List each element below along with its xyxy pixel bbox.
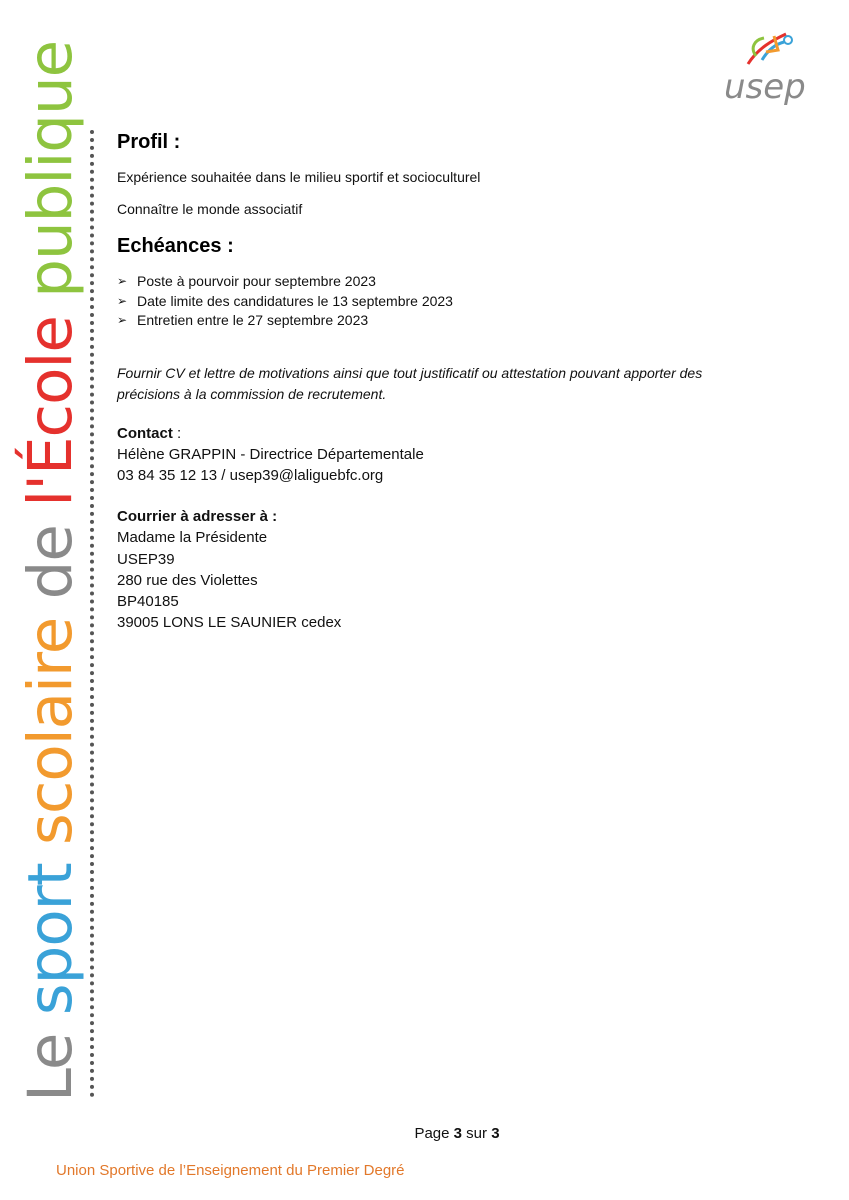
contact-details: 03 84 35 12 13 / usep39@laliguebfc.org [117, 466, 384, 484]
courrier-line: Madame la Présidente [117, 529, 268, 547]
arrow-bullet-icon: ➢ [117, 274, 128, 288]
usep-logo-text: usep [724, 67, 806, 107]
arrow-bullet-icon: ➢ [117, 313, 128, 327]
slogan-word-le: Le [15, 1033, 86, 1102]
usep-logo-graphic [718, 26, 818, 112]
courrier-block [117, 506, 797, 633]
note-line-2: précisions à la commission de recrutement. [117, 385, 387, 402]
courrier-line: BP40185 [117, 592, 179, 610]
profil-heading: Profil : [117, 131, 181, 153]
slogan-word-publique: publique [15, 40, 86, 298]
page-prefix: Page [414, 1125, 454, 1142]
echeance-text: Date limite des candidatures le 13 septembre 2023 [137, 292, 453, 309]
usep-logo [718, 26, 818, 112]
contact-label-line [117, 423, 797, 444]
vertical-slogan [15, 40, 86, 1102]
echeance-text: Entretien entre le 27 septembre 2023 [137, 312, 369, 328]
courrier-line: 39005 LONS LE SAUNIER cedex [117, 614, 342, 632]
courrier-line: USEP39 [117, 550, 175, 568]
list-item [117, 311, 797, 331]
echeances-list [117, 272, 797, 331]
main-content [117, 128, 797, 633]
slogan-word-sport: sport [15, 863, 86, 1016]
echeance-text: Poste à pourvoir pour septembre 2023 [137, 273, 376, 289]
contact-block [117, 423, 797, 487]
echeances-heading: Echéances : [117, 235, 234, 257]
note-line-1: Fournir CV et lettre de motivations ainsi que tout justificatif ou attestation pouvant apporter des [117, 364, 703, 381]
application-note [117, 363, 797, 405]
contact-label: Contact [117, 424, 173, 442]
page-number [0, 1125, 849, 1142]
page-total: 3 [491, 1125, 500, 1142]
slogan-word-scolaire: scolaire [15, 617, 86, 845]
profil-line-associatif: Connaître le monde associatif [117, 201, 303, 217]
arrow-bullet-icon: ➢ [117, 293, 128, 308]
list-item [117, 292, 797, 312]
footer-organization: Union Sportive de l’Enseignement du Premier Degré [56, 1162, 405, 1179]
list-item [117, 272, 797, 292]
contact-label-suffix: : [172, 424, 182, 442]
page-middle: sur [462, 1125, 492, 1142]
slogan-word-de: de [15, 525, 86, 600]
dotted-divider [90, 130, 94, 1098]
contact-name: Hélène GRAPPIN - Directrice Départementale [117, 445, 424, 463]
page-current: 3 [453, 1125, 462, 1142]
slogan-word-ecole: l'École [15, 316, 86, 507]
courrier-label: Courrier à adresser à : [117, 508, 278, 526]
profil-line-experience: Expérience souhaitée dans le milieu sportif et socioculturel [117, 169, 481, 185]
courrier-line: 280 rue des Violettes [117, 571, 258, 589]
